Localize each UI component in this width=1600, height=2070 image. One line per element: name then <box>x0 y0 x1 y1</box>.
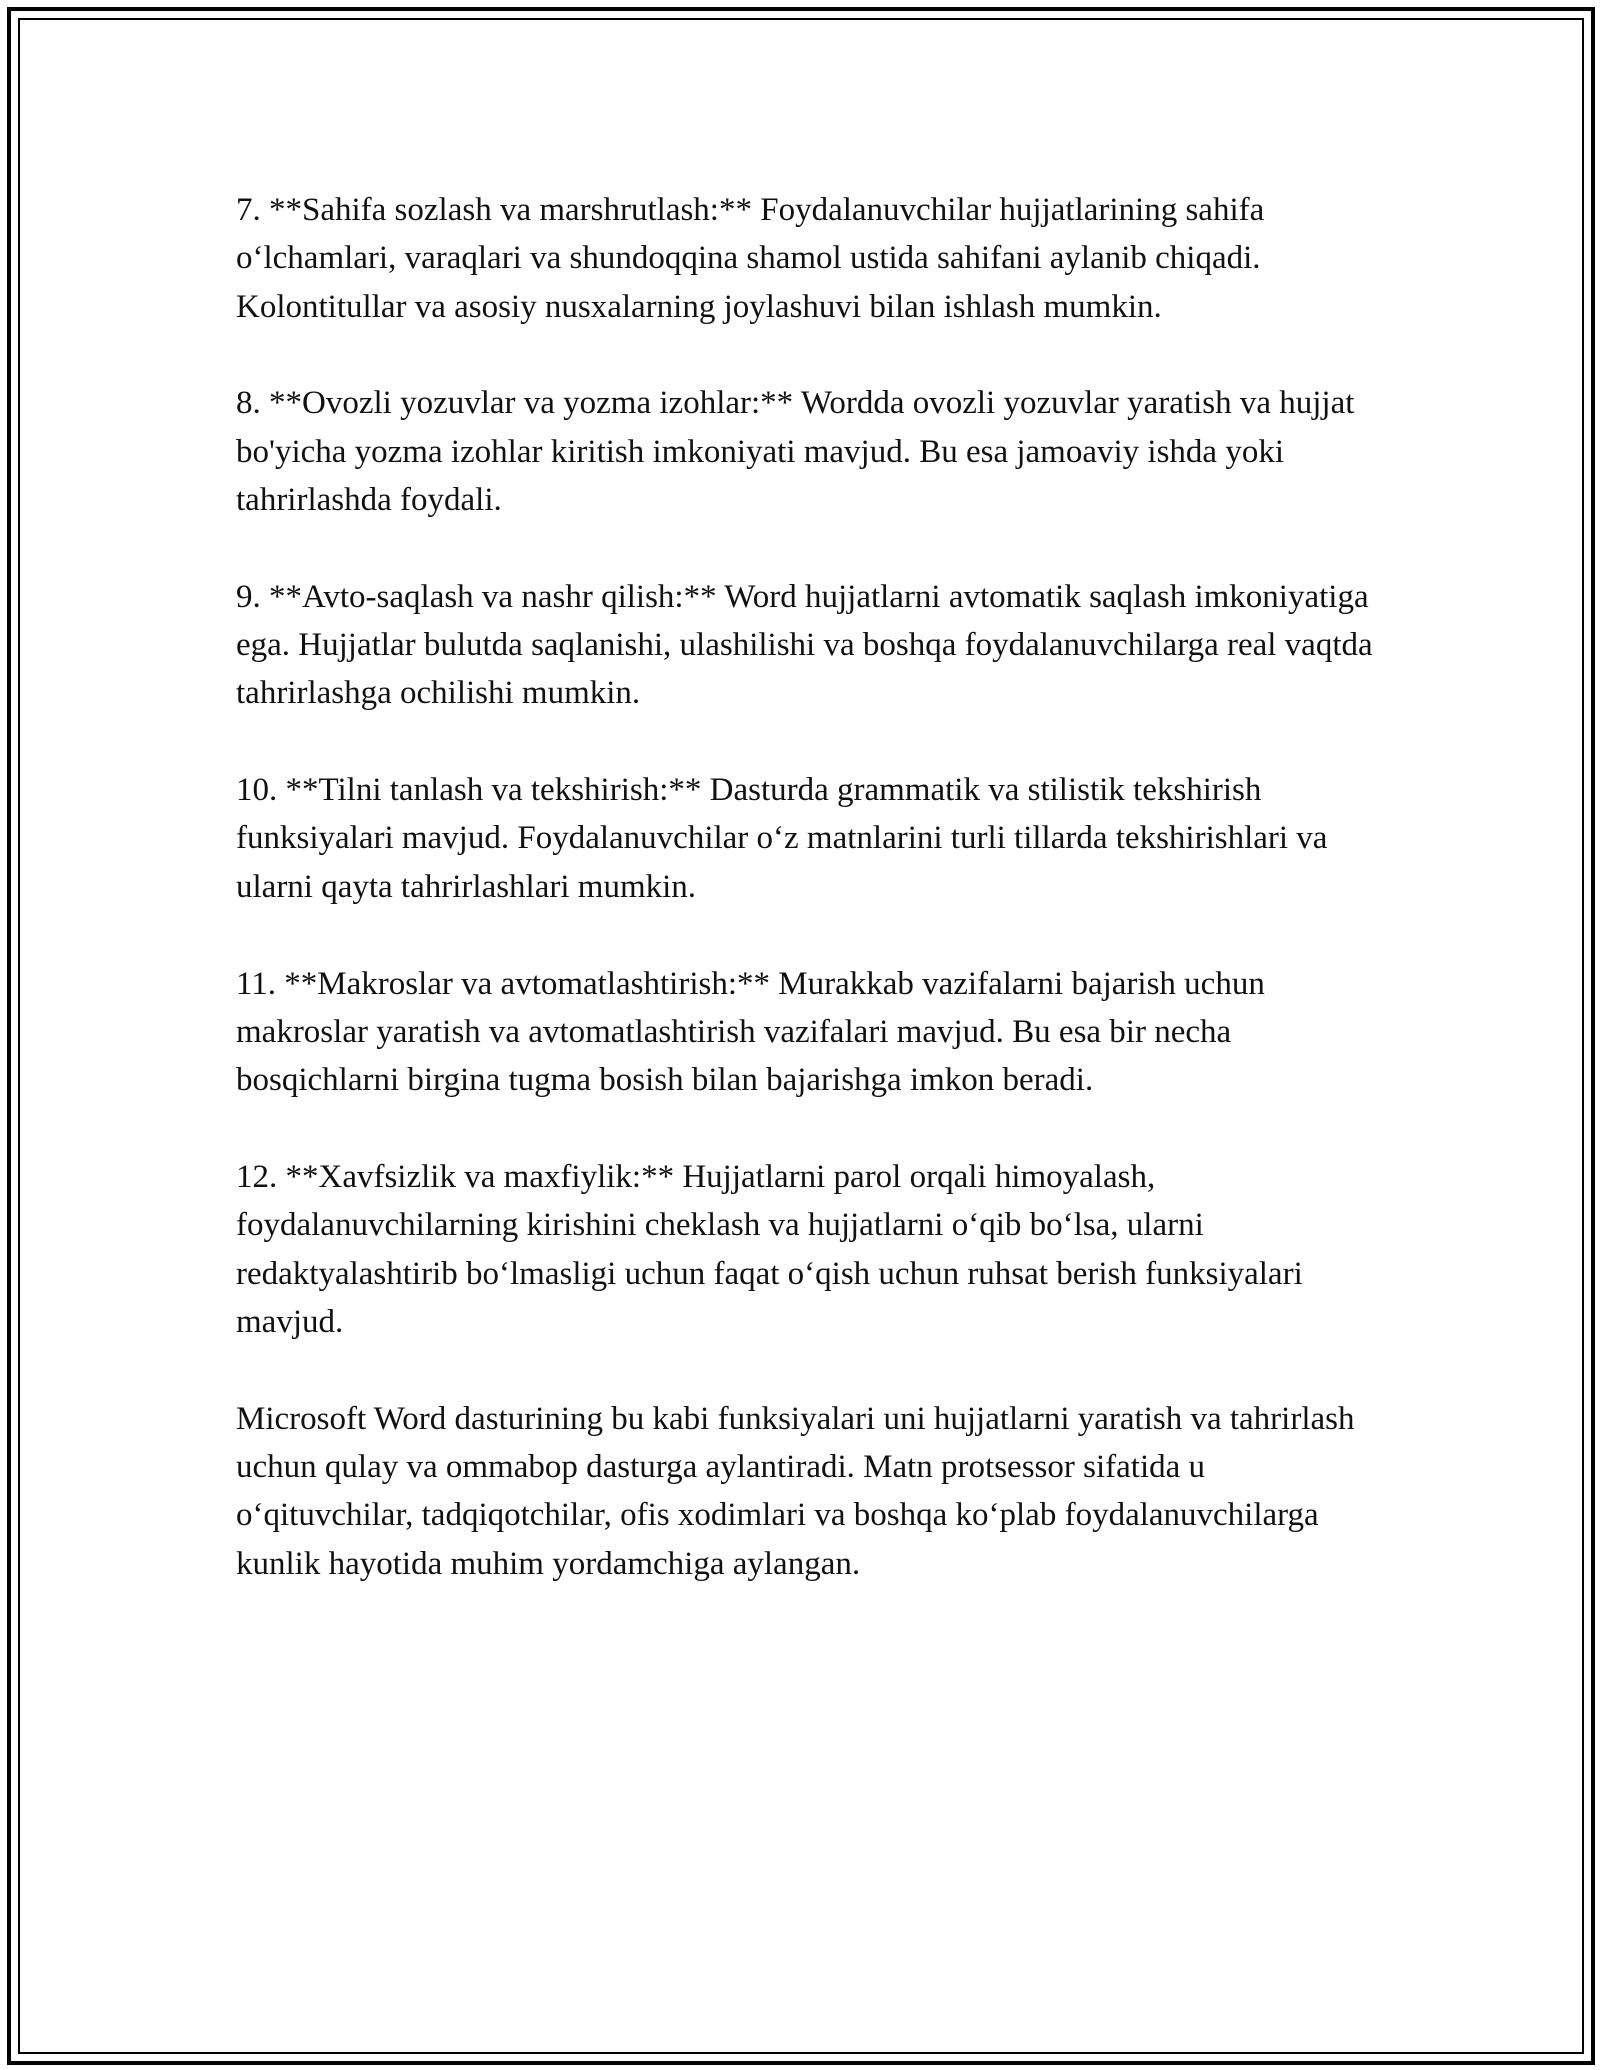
paragraph-language-check: 10. **Tilni tanlash va tekshirish:** Dasturda grammatik va stilistik tekshirish funksiyalari mavjud. Foydalanuvchilar o‘z matnlarini turli tillarda tekshirishlari va ularni qayta tahrirlashlari mumkin. <box>236 772 1328 905</box>
paragraph-autosave: 9. **Avto-saqlash va nashr qilish:** Word hujjatlarni avtomatik saqlash imkoniyatiga ega. Hujjatlar bulutda saqlanishi, ulashilishi va boshqa foydalanuvchilarga real vaqtda tahrirlashga ochilishi mumkin. <box>236 578 1373 712</box>
paragraph-security: 12. **Xavfsizlik va maxfiylik:** Hujjatlarni parol orqali himoyalash, foydalanuvchilarning kirishini cheklash va hujjatlarni o‘qib bo‘lsa, ularni redaktyalashtirib bo‘lmasligi uchun faqat o‘qish uchun ruhsat berish funksiyalari mavjud. <box>236 1158 1303 1340</box>
paragraph-conclusion: Microsoft Word dasturining bu kabi funksiyalari uni hujjatlarni yaratish va tahrirlash uchun qulay va ommabop dasturga aylantiradi. Matn protsessor sifatida u o‘qituvchilar, tadqiqotchilar, ofis xodimlari va boshqa ko‘plab foydalanuvchilarga kunlik hayotida muhim yordamchiga aylangan. <box>236 1400 1355 1582</box>
paragraph-voice-notes: 8. **Ovozli yozuvlar va yozma izohlar:** Wordda ovozli yozuvlar yaratish va hujjat bo'yicha yozma izohlar kiritish imkoniyati mavjud. Bu esa jamoaviy ishda yoki tahrirlashda foydali. <box>236 385 1355 518</box>
document-body <box>236 186 1386 1636</box>
paragraph-macros: 11. **Makroslar va avtomatlashtirish:** Murakkab vazifalarni bajarish uchun makroslar yaratish va avtomatlashtirish vazifalari mavjud. Bu esa bir necha bosqichlarni birgina tugma bosish bilan bajarishga imkon beradi. <box>236 965 1265 1099</box>
paragraph-page-setup: 7. **Sahifa sozlash va marshrutlash:** Foydalanuvchilar hujjatlarining sahifa o‘lchamlari, varaqlari va shundoqqina shamol ustida sahifani aylanib chiqadi. Kolontitullar va asosiy nusxalarning joylashuvi bilan ishlash mumkin. <box>236 192 1265 325</box>
